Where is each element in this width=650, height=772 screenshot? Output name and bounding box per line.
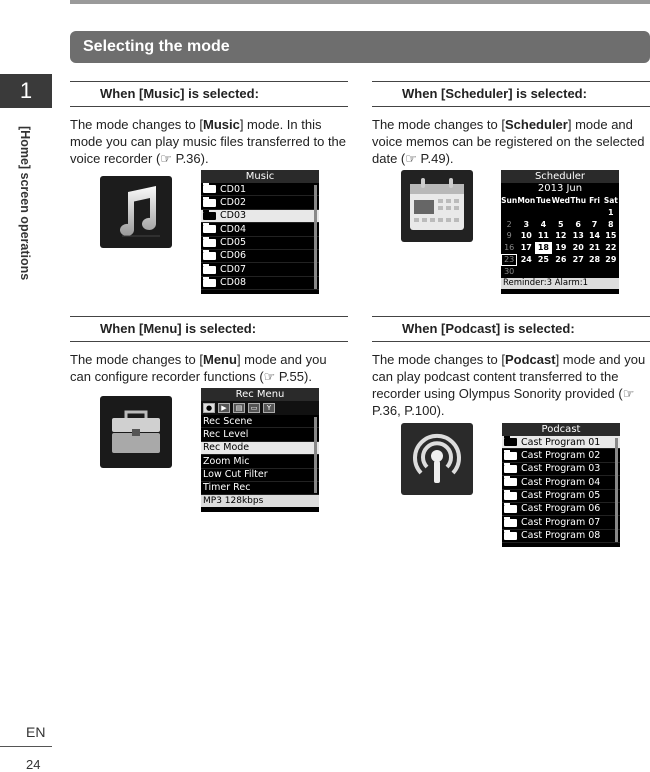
heading-suffix: ] is selected: bbox=[508, 86, 587, 101]
calendar-day[interactable]: 24 bbox=[520, 254, 532, 264]
calendar-day[interactable]: 18 bbox=[535, 242, 551, 254]
calendar-weekday: Sun bbox=[501, 196, 518, 205]
calendar-day[interactable]: 2 bbox=[506, 219, 512, 229]
panel-menu bbox=[70, 316, 348, 385]
scrollbar[interactable] bbox=[314, 417, 317, 493]
desc-keyword: Podcast bbox=[504, 352, 556, 367]
calendar-day[interactable]: 14 bbox=[588, 231, 601, 241]
calendar-day[interactable]: 10 bbox=[520, 231, 532, 241]
menu-item[interactable]: Zoom Mic bbox=[201, 455, 319, 468]
list-item[interactable] bbox=[502, 516, 620, 529]
calendar-empty-cell bbox=[535, 266, 551, 278]
panel-music bbox=[70, 81, 348, 167]
calendar-day[interactable]: 4 bbox=[540, 219, 547, 229]
desc-rest: ] mode. In this mode you can play music files transferred to the voice recorder (☞ P.36). bbox=[70, 117, 347, 166]
calendar-weekday: Mon bbox=[517, 196, 536, 205]
panel-scheduler bbox=[372, 81, 650, 167]
rec-mode-status: MP3 128kbps bbox=[201, 495, 319, 507]
list-item-selected[interactable] bbox=[201, 210, 319, 223]
menu-item[interactable]: Timer Rec bbox=[201, 482, 319, 495]
heading-prefix: When [ bbox=[402, 86, 446, 101]
desc-prefix: The mode changes to [ bbox=[70, 352, 203, 367]
calendar-empty-cell bbox=[586, 207, 602, 219]
list-item[interactable] bbox=[201, 250, 319, 263]
calendar-grid bbox=[501, 195, 619, 278]
list-item-label: Cast Program 03 bbox=[521, 463, 601, 475]
list-item-selected[interactable] bbox=[502, 436, 620, 449]
podcast-icon-graphic bbox=[401, 423, 473, 495]
calendar-empty-cell bbox=[517, 207, 535, 219]
desc-rest: ] mode and you can configure recorder functions (☞ P.55). bbox=[70, 352, 327, 384]
music-screen bbox=[201, 170, 319, 294]
calendar-weekday: Sat bbox=[603, 196, 618, 205]
calendar-day[interactable]: 27 bbox=[572, 254, 584, 264]
podcast-list bbox=[502, 436, 620, 543]
list-item[interactable] bbox=[502, 490, 620, 503]
list-item-label: CD01 bbox=[220, 183, 247, 195]
play-icon[interactable]: ▶ bbox=[218, 403, 230, 413]
calendar-day[interactable]: 23 bbox=[501, 254, 517, 266]
toolbox-icon-graphic bbox=[100, 396, 172, 468]
music-note-icon-graphic bbox=[100, 176, 172, 248]
calendar-day[interactable]: 17 bbox=[520, 243, 532, 253]
heading-suffix: ] is selected: bbox=[177, 321, 257, 336]
display-icon[interactable]: ▭ bbox=[248, 403, 260, 413]
calendar-empty-cell bbox=[535, 207, 551, 219]
chapter-tab: 1 bbox=[0, 74, 52, 108]
calendar-empty-cell bbox=[586, 266, 602, 278]
calendar-day[interactable]: 19 bbox=[555, 243, 567, 253]
podcast-screen bbox=[502, 423, 620, 547]
calendar-day[interactable]: 26 bbox=[555, 254, 567, 264]
menu-tab-bar bbox=[201, 401, 319, 415]
folder-icon bbox=[203, 212, 216, 220]
scheduler-screen bbox=[501, 170, 619, 294]
folder-icon bbox=[203, 266, 216, 274]
menu-item-selected[interactable]: Rec Mode bbox=[201, 442, 319, 455]
list-item-label: CD07 bbox=[220, 263, 247, 275]
calendar-weekday: Fri bbox=[589, 196, 600, 205]
menu-item[interactable]: Rec Level bbox=[201, 428, 319, 441]
list-item-label: Cast Program 02 bbox=[521, 449, 601, 461]
list-item[interactable] bbox=[502, 463, 620, 476]
list-item[interactable] bbox=[201, 196, 319, 209]
list-item[interactable] bbox=[502, 449, 620, 462]
calendar-day[interactable]: 12 bbox=[555, 231, 567, 241]
calendar-day[interactable]: 9 bbox=[506, 231, 512, 241]
top-rule bbox=[70, 0, 650, 4]
desc-rest: ] mode and voice memos can be registered on the selected date (☞ P.49). bbox=[372, 117, 645, 166]
menu-item[interactable]: Rec Scene bbox=[201, 415, 319, 428]
list-item[interactable] bbox=[502, 503, 620, 516]
calendar-empty-cell bbox=[570, 207, 586, 219]
desc-keyword: Menu bbox=[202, 352, 237, 367]
heading-prefix: When [ bbox=[402, 321, 446, 336]
panel-podcast bbox=[372, 316, 650, 419]
list-item-label: Cast Program 08 bbox=[521, 530, 601, 542]
calendar-empty-cell bbox=[552, 266, 570, 278]
list-item-label: CD03 bbox=[220, 210, 247, 222]
list-item-label: Cast Program 05 bbox=[521, 490, 601, 502]
folder-icon bbox=[504, 465, 517, 473]
toolbox-icon bbox=[100, 396, 172, 468]
list-item-label: CD05 bbox=[220, 237, 247, 249]
heading-keyword: Menu bbox=[143, 321, 178, 336]
list-item-label: CD08 bbox=[220, 277, 247, 289]
section-title: Selecting the mode bbox=[70, 31, 650, 63]
desc-prefix: The mode changes to [ bbox=[372, 352, 505, 367]
scrollbar[interactable] bbox=[314, 185, 317, 289]
tools-icon[interactable]: Y bbox=[263, 403, 275, 413]
calendar-icon bbox=[401, 170, 473, 242]
calendar-day[interactable]: 11 bbox=[537, 231, 549, 241]
list-item[interactable] bbox=[201, 277, 319, 290]
calendar-empty-cell bbox=[501, 207, 517, 219]
calendar-day[interactable]: 20 bbox=[572, 243, 584, 253]
language-rule bbox=[0, 746, 52, 747]
calendar-day[interactable]: 13 bbox=[572, 231, 584, 241]
menu-item[interactable]: Low Cut Filter bbox=[201, 469, 319, 482]
list-item[interactable] bbox=[201, 237, 319, 250]
calendar-day[interactable]: 29 bbox=[605, 254, 617, 264]
folder-icon bbox=[203, 239, 216, 247]
list-item-label: Cast Program 01 bbox=[521, 436, 601, 448]
folder-icon bbox=[203, 199, 216, 207]
calendar-day[interactable]: 5 bbox=[558, 219, 564, 229]
calendar-day[interactable]: 15 bbox=[605, 231, 617, 241]
desc-rest: ] mode and you can play podcast content transferred to the recorder using Olympus Sonority provided (☞ P.36, P.100). bbox=[372, 352, 646, 418]
rec-menu-list bbox=[201, 415, 319, 495]
language-label: EN bbox=[26, 724, 46, 740]
folder-icon bbox=[504, 505, 517, 513]
panel-heading bbox=[70, 81, 348, 107]
list-item-label: CD06 bbox=[220, 250, 247, 262]
folder-icon bbox=[203, 252, 216, 260]
calendar-weekday: Tue bbox=[536, 196, 551, 205]
calendar-weekday: Wed bbox=[551, 196, 571, 205]
folder-icon bbox=[504, 532, 517, 540]
calendar-day[interactable]: 7 bbox=[591, 219, 598, 229]
calendar-day[interactable]: 21 bbox=[588, 243, 601, 253]
calendar-empty-cell bbox=[603, 266, 619, 278]
folder-icon bbox=[504, 478, 517, 486]
heading-prefix: When [ bbox=[100, 86, 144, 101]
calendar-day[interactable]: 16 bbox=[504, 243, 515, 253]
list-item[interactable] bbox=[502, 476, 620, 489]
list-item-label: CD02 bbox=[220, 196, 247, 208]
list-item[interactable] bbox=[201, 223, 319, 236]
calendar-day[interactable]: 1 bbox=[608, 207, 614, 217]
calendar-day[interactable]: 28 bbox=[588, 254, 601, 264]
list-item-label: Cast Program 07 bbox=[521, 516, 601, 528]
heading-suffix: ] is selected: bbox=[180, 86, 259, 101]
desc-keyword: Scheduler bbox=[504, 117, 568, 132]
panel-description bbox=[70, 351, 348, 385]
music-note-icon bbox=[100, 176, 172, 248]
chapter-label bbox=[18, 126, 50, 286]
calendar-month: 2013 Jun bbox=[537, 183, 583, 194]
calendar-empty-cell bbox=[570, 266, 586, 278]
scheduler-footer: Reminder:3 Alarm:1 bbox=[501, 278, 619, 289]
microphone-icon[interactable]: ● bbox=[203, 403, 215, 413]
folder-icon bbox=[203, 225, 216, 233]
calendar-day[interactable]: 8 bbox=[608, 219, 614, 229]
calendar-empty-cell bbox=[517, 266, 535, 278]
calendar-icon-graphic bbox=[401, 170, 473, 242]
scrollbar[interactable] bbox=[615, 438, 618, 542]
desc-prefix: The mode changes to [ bbox=[372, 117, 505, 132]
podcast-icon bbox=[401, 423, 473, 495]
folder-icon bbox=[504, 492, 517, 500]
calendar-weekday: Thu bbox=[570, 196, 587, 205]
panel-heading bbox=[372, 316, 650, 342]
heading-keyword: Podcast bbox=[445, 321, 496, 336]
calendar-day[interactable]: 30 bbox=[504, 266, 515, 276]
calendar-day[interactable]: 3 bbox=[523, 219, 530, 229]
chapter-label-text: [Home] screen operations bbox=[18, 126, 32, 281]
desc-keyword: Music bbox=[202, 117, 240, 132]
heading-keyword: Music bbox=[143, 86, 181, 101]
panel-description bbox=[70, 116, 348, 167]
panel-heading bbox=[372, 81, 650, 107]
screen-title: Scheduler bbox=[501, 170, 619, 183]
list-item[interactable] bbox=[502, 530, 620, 543]
list-item[interactable] bbox=[201, 183, 319, 196]
folder-icon bbox=[504, 519, 517, 527]
folder-icon bbox=[203, 279, 216, 287]
screen-title: Music bbox=[201, 170, 319, 183]
panel-description bbox=[372, 116, 650, 167]
panel-description bbox=[372, 351, 650, 419]
calendar-empty-cell bbox=[552, 207, 570, 219]
list-item-label: CD04 bbox=[220, 223, 247, 235]
list-item[interactable] bbox=[201, 263, 319, 276]
calendar-day[interactable]: 25 bbox=[537, 254, 549, 264]
heading-prefix: When [ bbox=[100, 321, 144, 336]
desc-prefix: The mode changes to [ bbox=[70, 117, 203, 132]
heading-keyword: Scheduler bbox=[445, 86, 509, 101]
page-number: 24 bbox=[26, 757, 41, 772]
panel-heading bbox=[70, 316, 348, 342]
screen-title: Podcast bbox=[502, 423, 620, 436]
folder-icon bbox=[203, 185, 216, 193]
folder-icon bbox=[504, 452, 517, 460]
file-icon[interactable]: ▤ bbox=[233, 403, 245, 413]
folder-icon bbox=[504, 438, 517, 446]
calendar-day[interactable]: 6 bbox=[575, 219, 581, 229]
rec-menu-screen bbox=[201, 388, 319, 512]
calendar-day[interactable]: 22 bbox=[605, 243, 617, 253]
heading-suffix: ] is selected: bbox=[495, 321, 575, 336]
list-item-label: Cast Program 06 bbox=[521, 503, 601, 515]
screen-title: Rec Menu bbox=[201, 388, 319, 401]
music-folder-list bbox=[201, 183, 319, 290]
list-item-label: Cast Program 04 bbox=[521, 476, 601, 488]
